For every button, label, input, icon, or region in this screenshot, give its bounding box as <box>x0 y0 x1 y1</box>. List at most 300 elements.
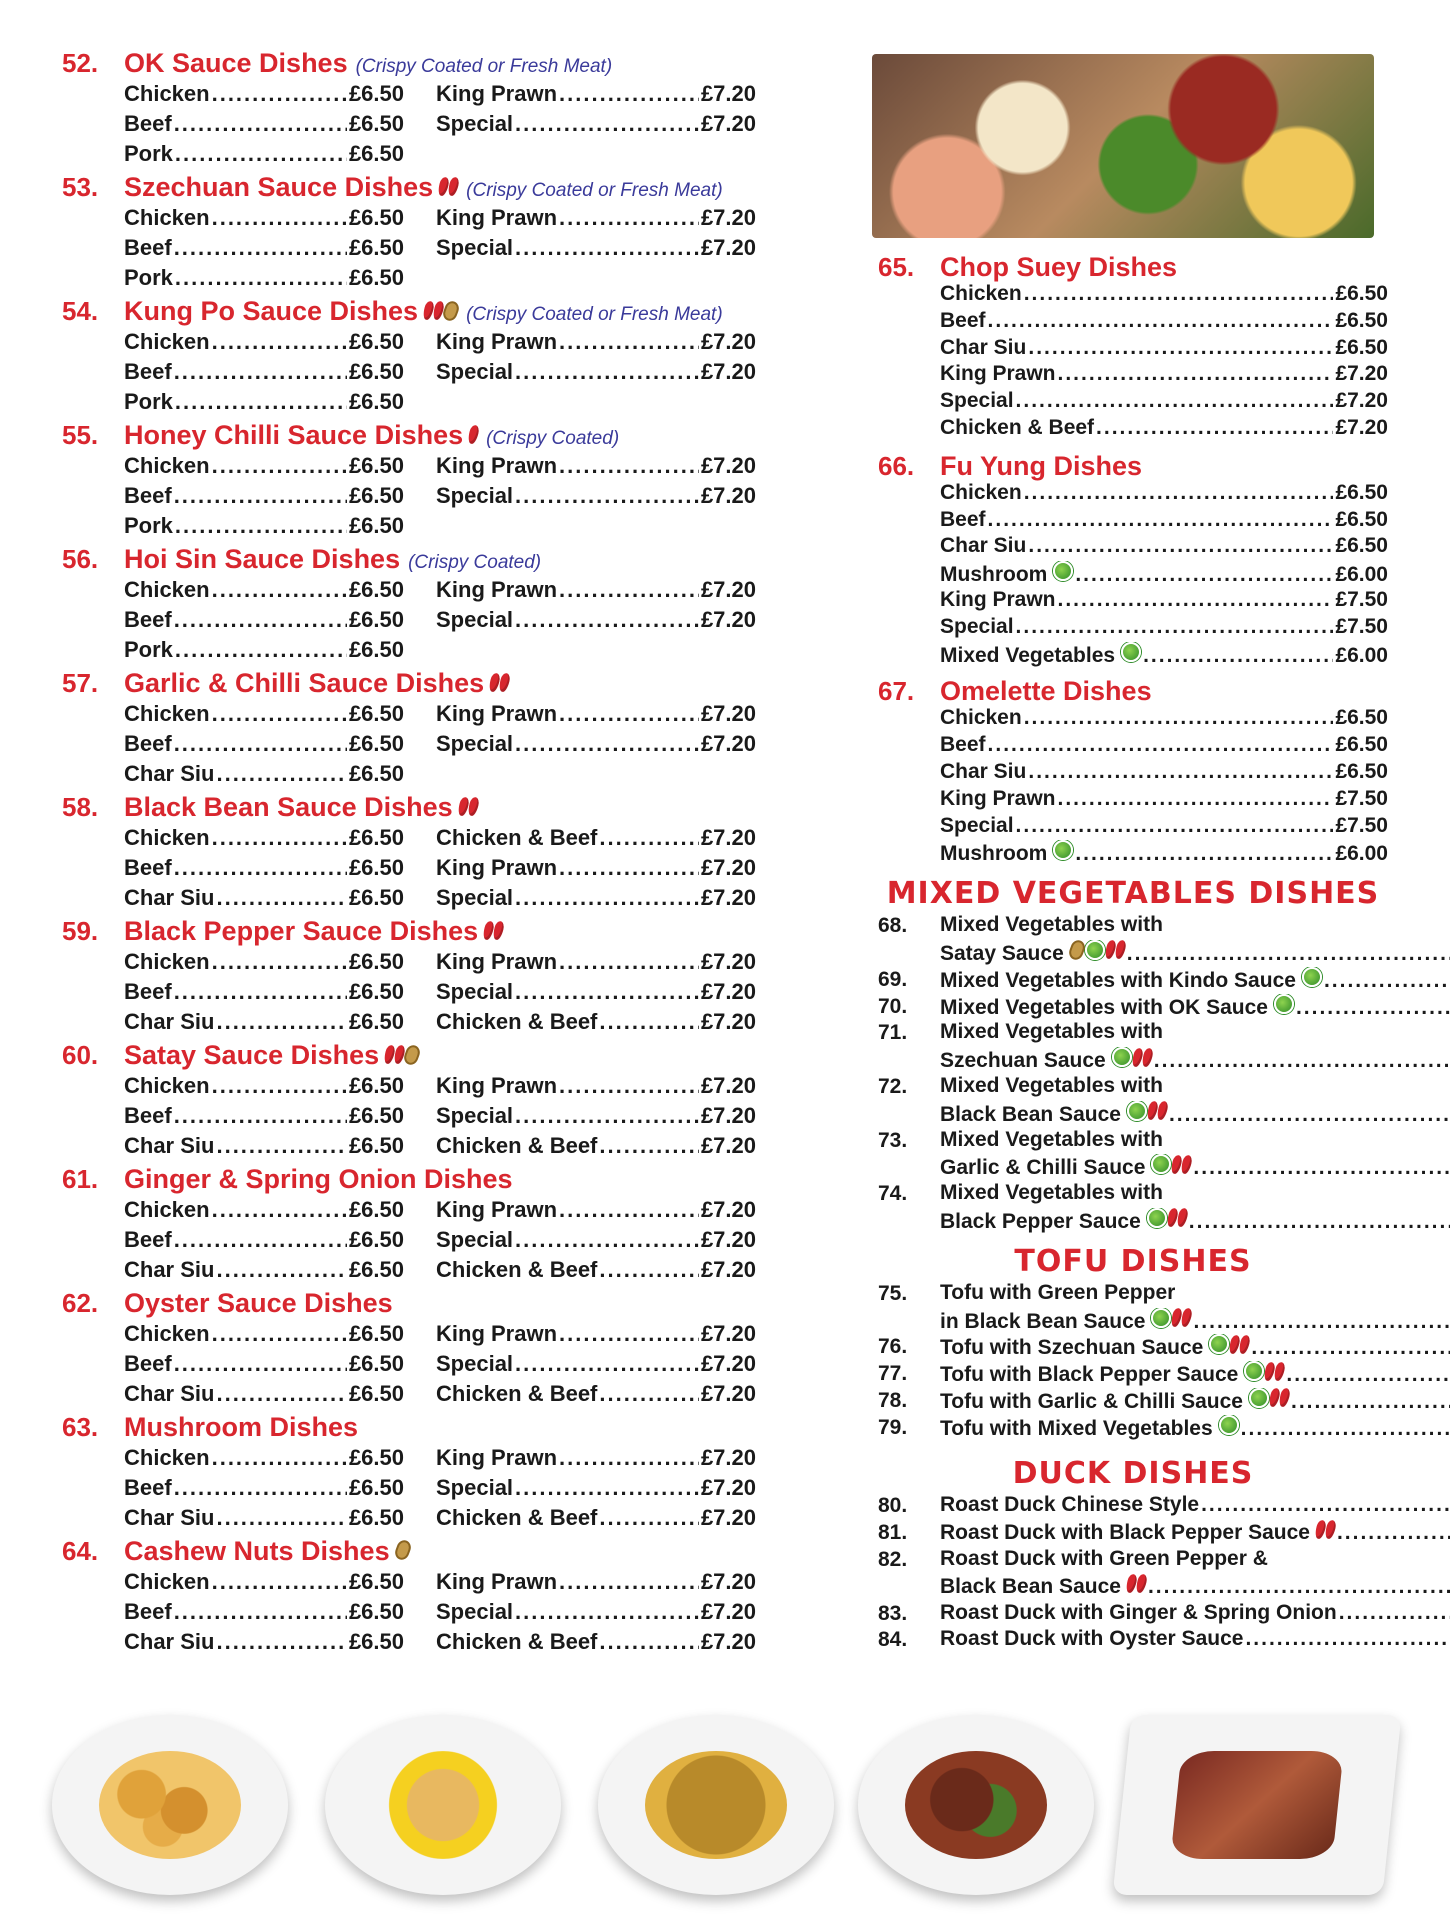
section-title: Black Pepper Sauce Dishes <box>124 916 479 946</box>
dot-leader <box>1245 1627 1450 1651</box>
menu-item <box>436 979 756 1009</box>
item-price: £6.50 <box>348 1599 404 1624</box>
item-name: Pork <box>124 141 173 166</box>
item-price: £7.20 <box>700 1227 756 1252</box>
dot-leader <box>174 731 347 757</box>
section-title: Mushroom Dishes <box>124 1412 359 1442</box>
item-grid <box>124 81 774 171</box>
item-price: £7.20 <box>700 205 756 230</box>
item-price: £6.50 <box>348 1381 404 1406</box>
item-name: Mixed Vegetables <box>940 643 1116 667</box>
menu-item <box>124 731 404 761</box>
item-price: £7.20 <box>700 1197 756 1222</box>
dot-leader <box>1024 282 1334 306</box>
menu-item <box>436 111 756 141</box>
item-price: £7.20 <box>700 607 756 632</box>
item-body <box>940 1128 1450 1182</box>
dot-leader <box>1241 1417 1450 1441</box>
nut-icon <box>441 299 461 323</box>
item-price: £7.20 <box>700 1321 756 1346</box>
nut-icon <box>402 1043 422 1067</box>
crispy-beef-photo <box>858 1715 1094 1895</box>
dot-leader <box>599 1629 699 1655</box>
item-price: £7.20 <box>700 825 756 850</box>
section-title: Black Bean Sauce Dishes <box>124 792 453 822</box>
item-number: 73. <box>878 1128 908 1152</box>
section-number: 64. <box>62 1536 99 1566</box>
item-body <box>940 1334 1450 1361</box>
numbered-item <box>878 1020 1388 1074</box>
item-line <box>940 1074 1450 1101</box>
menu-item <box>436 1475 756 1505</box>
item-name: Pork <box>124 637 173 662</box>
leaf-icon <box>1053 561 1073 581</box>
dot-leader <box>216 1505 346 1531</box>
icon-group <box>439 177 458 196</box>
menu-item <box>436 1009 756 1039</box>
section-heading <box>62 544 774 577</box>
item-price: £6.50 <box>348 389 404 414</box>
menu-item <box>124 949 404 979</box>
item-number: 70. <box>878 994 908 1018</box>
dot-leader <box>515 1351 699 1377</box>
dot-leader <box>599 1505 699 1531</box>
dot-leader <box>174 359 347 385</box>
item-name: Beef <box>940 733 986 757</box>
item-price: £6.50 <box>348 607 404 632</box>
dot-leader <box>174 1351 347 1377</box>
item-grid <box>124 1569 774 1659</box>
item-price: £6.50 <box>348 577 404 602</box>
item-line <box>940 913 1450 940</box>
dot-leader <box>559 1445 699 1471</box>
dot-leader <box>212 1197 347 1223</box>
menu-item <box>124 265 404 295</box>
item-name: Chicken <box>124 1073 210 1098</box>
item-body <box>940 1415 1450 1442</box>
numbered-item <box>878 1388 1388 1415</box>
dot-leader <box>212 1073 347 1099</box>
item-name: King Prawn <box>436 205 558 230</box>
item-name: Char Siu <box>124 1629 215 1654</box>
menu-item <box>124 389 404 419</box>
item-price: £7.20 <box>700 1073 756 1098</box>
section-title: Honey Chilli Sauce Dishes <box>124 420 464 450</box>
item-grid <box>124 1321 774 1411</box>
item-name: Chicken & Beef <box>436 1505 598 1530</box>
item-name: in Black Bean Sauce <box>940 1309 1146 1333</box>
item-price: £6.50 <box>348 761 404 786</box>
nut-icon <box>393 1538 413 1562</box>
item-name: Mixed Vegetables with <box>940 1127 1163 1151</box>
item-name: Char Siu <box>124 1381 215 1406</box>
section-heading <box>62 420 774 453</box>
icon-group <box>1151 1308 1191 1328</box>
item-grid <box>124 949 774 1039</box>
item-price: £6.50 <box>348 1475 404 1500</box>
item-body <box>940 1020 1450 1074</box>
menu-item <box>940 787 1388 814</box>
menu-item <box>436 1569 756 1599</box>
dot-leader <box>175 265 347 291</box>
menu-item <box>940 642 1388 669</box>
item-price: £6.50 <box>348 825 404 850</box>
section-title: OK Sauce Dishes <box>124 48 348 78</box>
roast-duck-photo <box>1113 1715 1402 1895</box>
leaf-icon <box>1302 967 1322 987</box>
item-price: £7.20 <box>700 1569 756 1594</box>
section-heading <box>878 676 1388 706</box>
item-name: Tofu with Green Pepper <box>940 1280 1176 1304</box>
item-name: Beef <box>124 483 172 508</box>
item-number: 83. <box>878 1601 908 1625</box>
menu-item <box>124 1505 404 1535</box>
dot-leader <box>559 81 699 107</box>
dot-leader <box>174 483 347 509</box>
item-line <box>940 1208 1450 1235</box>
chili-icon <box>498 672 511 693</box>
item-body <box>940 1547 1450 1601</box>
dot-leader <box>1075 842 1333 866</box>
item-name: Chicken & Beef <box>940 415 1095 439</box>
icon-group <box>484 921 503 940</box>
item-price: £6.50 <box>348 329 404 354</box>
item-name: King Prawn <box>436 855 558 880</box>
chili-icon <box>467 424 480 445</box>
icon-group <box>1302 967 1322 987</box>
item-line <box>940 1154 1450 1181</box>
leaf-icon <box>1147 1208 1167 1228</box>
chili-icon <box>1156 1101 1169 1121</box>
dot-leader <box>216 1009 346 1035</box>
menu-item <box>124 1569 404 1599</box>
dot-leader <box>174 1475 347 1501</box>
category-heading: DUCK DISHES <box>1012 1456 1254 1492</box>
dot-leader <box>174 607 347 633</box>
item-grid <box>124 1197 774 1287</box>
menu-item <box>436 1629 756 1659</box>
menu-item <box>940 389 1388 416</box>
item-line <box>940 1601 1450 1628</box>
category-block <box>878 1243 1388 1442</box>
menu-item <box>436 1505 756 1535</box>
dot-leader <box>175 141 347 167</box>
menu-section <box>62 544 774 667</box>
dot-leader <box>1201 1493 1450 1517</box>
item-price: £6.00 <box>1335 643 1388 667</box>
item-price: £7.20 <box>700 111 756 136</box>
item-name: Chicken & Beef <box>436 1133 598 1158</box>
dot-leader <box>1154 1049 1450 1073</box>
dot-leader <box>1024 706 1334 730</box>
menu-section <box>878 252 1388 443</box>
dot-leader <box>515 1103 699 1129</box>
item-name: Mushroom <box>940 842 1048 866</box>
item-name: Chicken <box>940 480 1022 504</box>
item-line <box>940 967 1450 994</box>
item-number: 80. <box>878 1494 908 1518</box>
item-price: £6.50 <box>348 1073 404 1098</box>
item-name: Char Siu <box>124 1133 215 1158</box>
item-price: £6.50 <box>348 637 404 662</box>
dot-leader <box>1286 1363 1450 1387</box>
item-name: Chicken <box>124 205 210 230</box>
item-price: £6.50 <box>348 855 404 880</box>
item-price: £6.50 <box>348 1009 404 1034</box>
item-name: Roast Duck with Green Pepper & <box>940 1547 1268 1571</box>
dot-leader <box>212 453 347 479</box>
section-title: Cashew Nuts Dishes <box>124 1536 390 1566</box>
menu-section <box>62 296 774 419</box>
item-name: Chicken <box>124 949 210 974</box>
item-price: £6.50 <box>1335 282 1388 305</box>
item-price: £6.50 <box>348 979 404 1004</box>
section-note: (Crispy Coated) <box>408 552 542 573</box>
menu-item <box>940 362 1388 389</box>
icon-group <box>459 797 478 816</box>
section-number: 60. <box>62 1040 99 1070</box>
item-name: Beef <box>124 979 172 1004</box>
item-price: £6.50 <box>348 1197 404 1222</box>
item-name: King Prawn <box>436 1569 558 1594</box>
section-note: (Crispy Coated) <box>486 428 620 449</box>
menu-section <box>62 1288 774 1411</box>
dot-leader <box>175 513 347 539</box>
category-heading: MIXED VEGETABLES DISHES <box>886 876 1380 912</box>
item-price: £6.50 <box>1335 507 1388 531</box>
menu-item <box>124 885 404 915</box>
dot-leader <box>515 979 699 1005</box>
category-block <box>878 1455 1388 1654</box>
item-name: Special <box>436 1475 514 1500</box>
category-block <box>878 875 1388 1235</box>
section-title: Hoi Sin Sauce Dishes <box>124 544 401 574</box>
item-price: £7.20 <box>700 329 756 354</box>
item-name: Special <box>436 483 514 508</box>
item-price: £6.50 <box>348 265 404 290</box>
menu-section <box>878 451 1388 669</box>
menu-item <box>940 760 1388 787</box>
icon-group <box>490 673 509 692</box>
dot-leader <box>174 111 347 137</box>
item-price: £6.50 <box>1335 480 1388 504</box>
item-number: 74. <box>878 1182 908 1206</box>
section-title: Szechuan Sauce Dishes <box>124 172 434 202</box>
sweet-and-sour-chicken-photo <box>52 1715 288 1895</box>
leaf-icon <box>1112 1047 1132 1067</box>
item-price: £7.20 <box>700 1445 756 1470</box>
item-list <box>940 481 1388 669</box>
menu-item <box>124 855 404 885</box>
item-line <box>940 1308 1450 1335</box>
item-number: 78. <box>878 1388 908 1412</box>
item-name: King Prawn <box>940 587 1056 611</box>
dot-leader <box>216 1257 346 1283</box>
item-grid <box>124 701 774 791</box>
menu-item <box>436 81 756 111</box>
menu-item <box>124 235 404 265</box>
icon-group <box>1053 561 1073 581</box>
numbered-item <box>878 1334 1388 1361</box>
item-name: Chicken <box>124 1569 210 1594</box>
section-title: Fu Yung Dishes <box>940 450 1143 481</box>
icon-group <box>1219 1415 1239 1435</box>
dot-leader <box>1169 1103 1450 1127</box>
menu-item <box>436 855 756 885</box>
dot-leader <box>216 1629 346 1655</box>
item-price: £7.20 <box>700 1629 756 1654</box>
menu-item <box>436 329 756 359</box>
item-price: £6.50 <box>348 81 404 106</box>
item-body <box>940 1388 1450 1415</box>
section-number: 63. <box>62 1412 99 1442</box>
menu-section <box>62 1536 774 1659</box>
icon-group <box>396 1540 410 1560</box>
section-heading <box>62 1164 774 1197</box>
dot-leader <box>175 389 347 415</box>
item-price: £6.50 <box>1335 308 1388 332</box>
menu-item <box>436 701 756 731</box>
icon-group <box>1316 1520 1335 1539</box>
menu-item <box>436 1133 756 1163</box>
item-price: £6.50 <box>348 235 404 260</box>
item-name: Beef <box>124 607 172 632</box>
dot-leader <box>1058 588 1334 612</box>
item-name: Garlic & Chilli Sauce <box>940 1156 1146 1180</box>
dot-leader <box>559 1197 699 1223</box>
section-title: Garlic & Chilli Sauce Dishes <box>124 668 485 698</box>
dot-leader <box>212 329 347 355</box>
menu-section <box>62 792 774 915</box>
dot-leader <box>515 607 699 633</box>
item-name: Chicken & Beef <box>436 1009 598 1034</box>
item-price: £7.50 <box>1335 587 1388 611</box>
section-note: (Crispy Coated or Fresh Meat) <box>466 304 723 325</box>
dot-leader <box>216 885 346 911</box>
item-price: £6.50 <box>348 1629 404 1654</box>
item-line <box>940 1520 1450 1547</box>
dot-leader <box>174 1599 347 1625</box>
numbered-item <box>878 1181 1388 1235</box>
curry-prawn-photo <box>598 1715 834 1895</box>
leaf-icon <box>1244 1361 1264 1381</box>
item-name: Beef <box>124 235 172 260</box>
item-body <box>940 1493 1450 1520</box>
section-number: 59. <box>62 916 99 946</box>
dot-leader <box>599 1133 699 1159</box>
item-name: Mixed Vegetables with <box>940 1073 1163 1097</box>
item-price: £7.20 <box>700 81 756 106</box>
item-body <box>940 1181 1450 1235</box>
item-body <box>940 1281 1450 1335</box>
item-name: King Prawn <box>436 81 558 106</box>
chili-icon <box>1141 1047 1154 1067</box>
dot-leader <box>1028 534 1333 558</box>
section-title: Satay Sauce Dishes <box>124 1040 380 1070</box>
icon-group <box>1249 1388 1289 1408</box>
icon-group <box>1147 1208 1187 1228</box>
category-heading: TOFU DISHES <box>1014 1243 1252 1279</box>
item-name: King Prawn <box>940 786 1056 810</box>
item-name: Chicken <box>124 577 210 602</box>
item-name: Beef <box>940 308 986 332</box>
item-line <box>940 1128 1450 1155</box>
section-heading <box>62 792 774 825</box>
item-price: £7.50 <box>1335 614 1388 638</box>
item-name: Black Pepper Sauce <box>940 1209 1141 1233</box>
dot-leader <box>559 949 699 975</box>
dot-leader <box>212 949 347 975</box>
section-number: 62. <box>62 1288 99 1318</box>
chili-icon <box>1273 1361 1286 1381</box>
item-price: £7.20 <box>700 731 756 756</box>
section-number: 56. <box>62 544 99 574</box>
menu-item <box>124 329 404 359</box>
item-price: £7.20 <box>700 1133 756 1158</box>
item-number: 75. <box>878 1281 908 1305</box>
item-name: King Prawn <box>436 1445 558 1470</box>
item-name: Roast Duck Chinese Style <box>940 1493 1200 1517</box>
item-price: £7.20 <box>700 1103 756 1128</box>
item-name: Chicken <box>124 81 210 106</box>
dot-leader <box>1028 760 1333 784</box>
item-name: Char Siu <box>124 761 215 786</box>
chili-icon <box>1135 1574 1148 1594</box>
item-price: £7.20 <box>700 577 756 602</box>
item-name: Beef <box>124 855 172 880</box>
menu-item <box>436 949 756 979</box>
menu-item <box>940 840 1388 867</box>
leaf-icon <box>1151 1154 1171 1174</box>
item-body <box>940 967 1450 994</box>
section-number: 66. <box>878 450 915 481</box>
menu-item <box>940 282 1388 309</box>
item-line <box>940 1281 1450 1308</box>
menu-item <box>940 481 1388 508</box>
menu-item <box>436 235 756 265</box>
icon-group <box>1112 1047 1152 1067</box>
item-grid <box>124 1445 774 1535</box>
item-name: Satay Sauce <box>940 941 1064 965</box>
icon-group <box>469 425 478 444</box>
menu-item <box>436 1197 756 1227</box>
section-heading <box>62 296 774 329</box>
item-name: Special <box>436 731 514 756</box>
item-line <box>940 1574 1450 1601</box>
item-price: £6.50 <box>348 701 404 726</box>
item-price: £6.50 <box>348 1569 404 1594</box>
menu-section <box>62 1412 774 1535</box>
dot-leader <box>599 1257 699 1283</box>
dot-leader <box>1324 969 1450 993</box>
icon-group <box>1127 1101 1167 1121</box>
item-name: Special <box>940 813 1014 837</box>
item-name: Roast Duck with Ginger & Spring Onion <box>940 1600 1337 1624</box>
item-price: £6.50 <box>1335 706 1388 730</box>
item-line <box>940 1493 1450 1520</box>
menu-item <box>124 1009 404 1039</box>
item-name: Roast Duck with Oyster Sauce <box>940 1627 1244 1651</box>
item-grid <box>124 329 774 419</box>
item-name: Special <box>940 614 1014 638</box>
numbered-item <box>878 1547 1388 1601</box>
section-title: Ginger & Spring Onion Dishes <box>124 1164 513 1194</box>
menu-section <box>878 676 1388 867</box>
item-number: 84. <box>878 1628 908 1652</box>
item-name: Mixed Vegetables with OK Sauce <box>940 995 1268 1019</box>
leaf-icon <box>1085 940 1105 960</box>
item-name: Char Siu <box>940 534 1027 558</box>
